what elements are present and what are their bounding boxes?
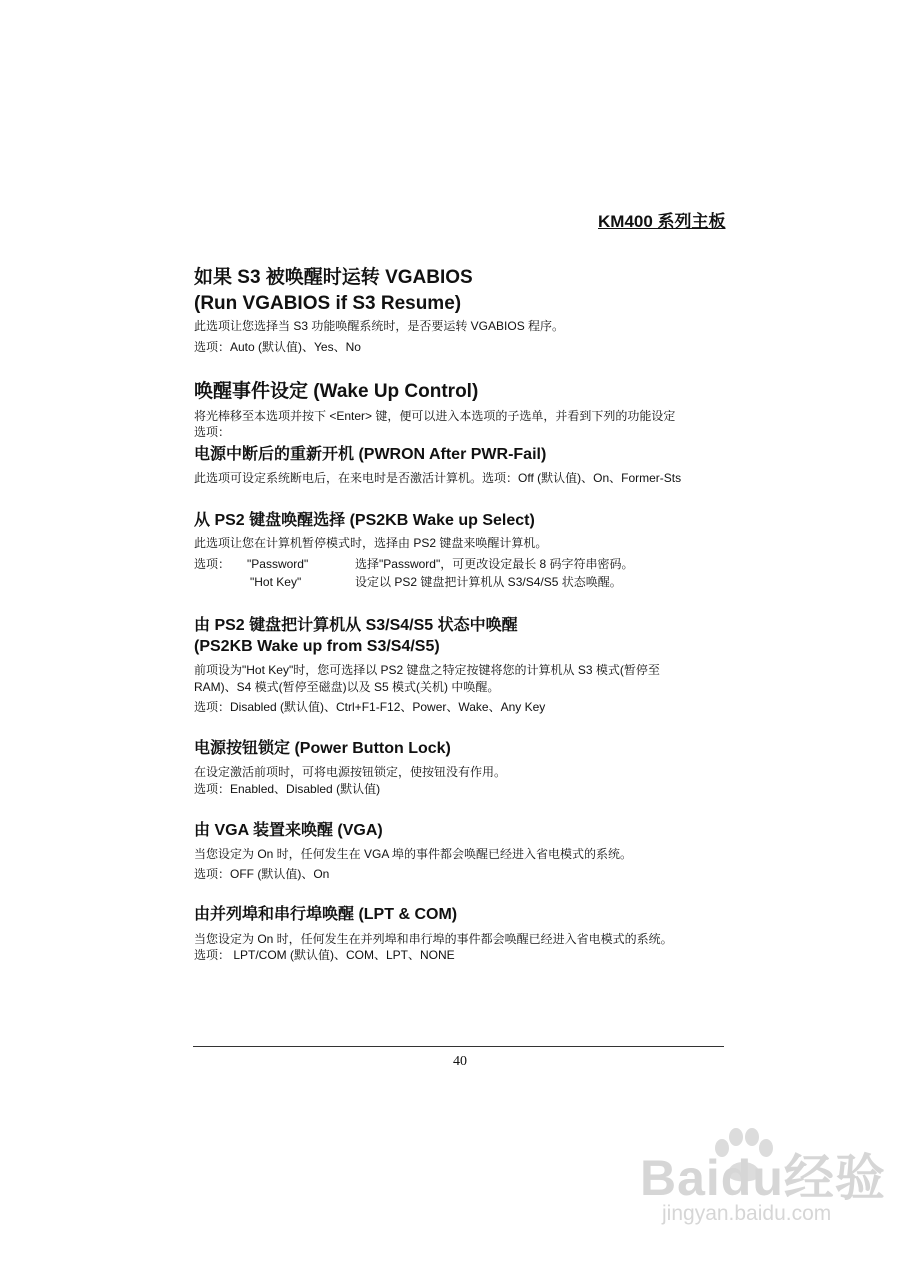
section-heading-s3-vgabios-cn: 如果 S3 被唤醒时运转 VGABIOS <box>194 267 473 288</box>
document-header: KM400 系列主板 <box>598 212 726 231</box>
page-number: 40 <box>453 1054 467 1069</box>
section-desc: 此选项让您在计算机暂停模式时，选择由 PS2 键盘来唤醒计算机。 <box>194 536 548 550</box>
options-label: 选项： <box>194 557 231 571</box>
option-password-desc: 选择"Password"，可更改设定最长 8 码字符串密码。 <box>355 557 634 571</box>
section-desc: 前项设为"Hot Key"时，您可选择以 PS2 键盘之特定按键将您的计算机从 S3 模式(暂停至 <box>194 663 660 677</box>
section-options: 选项：Enabled、Disabled (默认值) <box>194 782 381 796</box>
section-heading-pwron: 电源中断后的重新开机 (PWRON After PWR-Fail) <box>194 446 547 463</box>
section-desc: 当您设定为 On 时，任何发生在 VGA 埠的事件都会唤醒已经进入省电模式的系统。 <box>194 847 633 861</box>
watermark-url: jingyan.baidu.com <box>662 1202 832 1225</box>
watermark-logo: Baidu经验 <box>640 1150 886 1206</box>
section-heading-lpt-com: 由并列埠和串行埠唤醒 (LPT & COM) <box>194 906 458 923</box>
section-desc: 将光棒移至本选项并按下 <Enter> 键，便可以进入本选项的子选单，并看到下列的功能设定 <box>194 409 676 423</box>
section-desc: RAM)、S4 模式(暂停至磁盘)以及 S5 模式(关机) 中唤醒。 <box>194 680 500 694</box>
option-hotkey-desc: 设定以 PS2 键盘把计算机从 S3/S4/S5 状态唤醒。 <box>355 575 622 589</box>
section-options: 选项：OFF (默认值)、On <box>194 867 330 881</box>
section-desc: 在设定激活前项时，可将电源按钮锁定，使按钮没有作用。 <box>194 765 507 779</box>
section-options: 选项：Disabled (默认值)、Ctrl+F1-F12、Power、Wake、Any Key <box>194 700 546 714</box>
option-hotkey-name: "Hot Key" <box>250 575 302 589</box>
footer-rule <box>193 1046 724 1047</box>
section-desc: 此选项让您选择当 S3 功能唤醒系统时，是否要运转 VGABIOS 程序。 <box>194 319 565 333</box>
section-desc: 选项： <box>194 425 231 439</box>
section-heading-wake-up-control: 唤醒事件设定 (Wake Up Control) <box>194 381 479 402</box>
section-heading-vga: 由 VGA 装置来唤醒 (VGA) <box>194 822 383 839</box>
section-options: 选项： LPT/COM (默认值)、COM、LPT、NONE <box>194 948 455 962</box>
section-desc: 当您设定为 On 时，任何发生在并列埠和串行埠的事件都会唤醒已经进入省电模式的系统。 <box>194 932 673 946</box>
section-heading-ps2kb: 从 PS2 键盘唤醒选择 (PS2KB Wake up Select) <box>194 512 535 529</box>
section-options: 选项：Auto (默认值)、Yes、No <box>194 340 361 354</box>
section-heading-s3-vgabios-en: (Run VGABIOS if S3 Resume) <box>194 293 462 314</box>
section-heading-ps2kb-s3-cn: 由 PS2 键盘把计算机从 S3/S4/S5 状态中唤醒 <box>194 617 518 634</box>
section-desc: 此选项可设定系统断电后，在来电时是否激活计算机。选项：Off (默认值)、On、Former-Sts <box>194 471 682 485</box>
option-password-name: "Password" <box>247 557 309 571</box>
section-heading-power-button-lock: 电源按钮锁定 (Power Button Lock) <box>194 740 451 757</box>
section-heading-ps2kb-s3-en: (PS2KB Wake up from S3/S4/S5) <box>194 638 440 655</box>
